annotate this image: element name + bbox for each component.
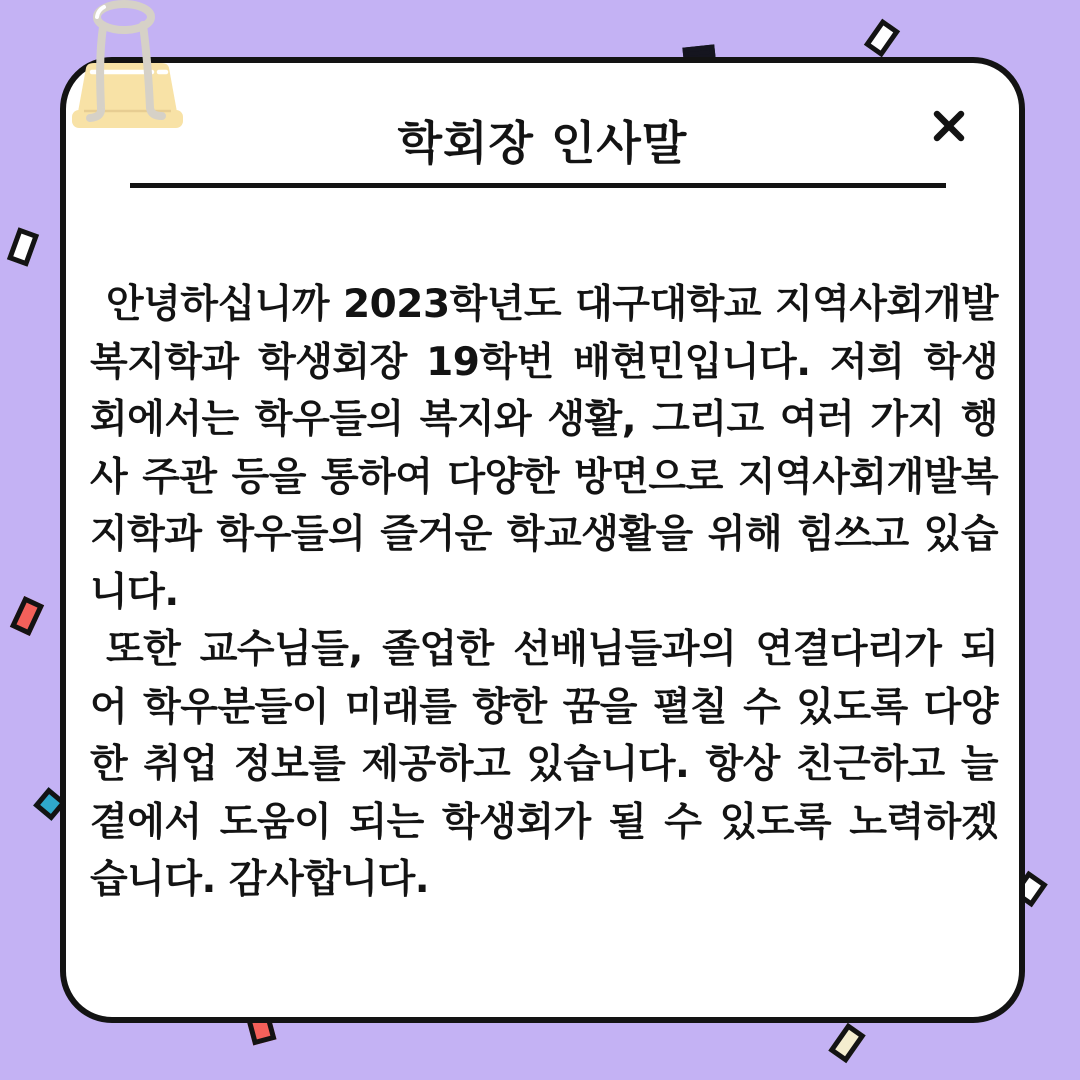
confetti-cream-bottom-icon — [828, 1023, 866, 1063]
binder-clip-icon — [56, 0, 192, 136]
greeting-paragraph-2: 또한 교수님들, 졸업한 선배님들과의 연결다리가 되어 학우분들이 미래를 향한 꿈을 펼칠 수 있도록 다양한 취업 정보를 제공하고 있습니다. 항상 친근하고 늘 곁에서 도움이 되는 학생회가 될 수 있도록 노력하겠습니다. 감사합니다. — [90, 627, 998, 902]
confetti-white-top-right-icon — [864, 19, 900, 58]
title-divider — [130, 183, 946, 188]
confetti-white-left-icon — [7, 227, 39, 266]
modal-body — [90, 276, 998, 909]
confetti-red-left-icon — [10, 596, 44, 636]
greeting-modal — [60, 57, 1025, 1023]
close-icon — [932, 109, 966, 143]
greeting-paragraph-1: 안녕하십니까 2023학년도 대구대학교 지역사회개발복지학과 학생회장 19학번 배현민입니다. 저희 학생회에서는 학우들의 복지와 생활, 그리고 여러 가지 행사 주관 등을 통하여 다양한 방면으로 지역사회개발복지학과 학우들의 즐거운 학교생활을 위해 힘쓰고 있습니다. — [90, 282, 998, 615]
modal-title: 학회장 인사말 — [397, 116, 688, 170]
close-button[interactable] — [928, 105, 970, 147]
